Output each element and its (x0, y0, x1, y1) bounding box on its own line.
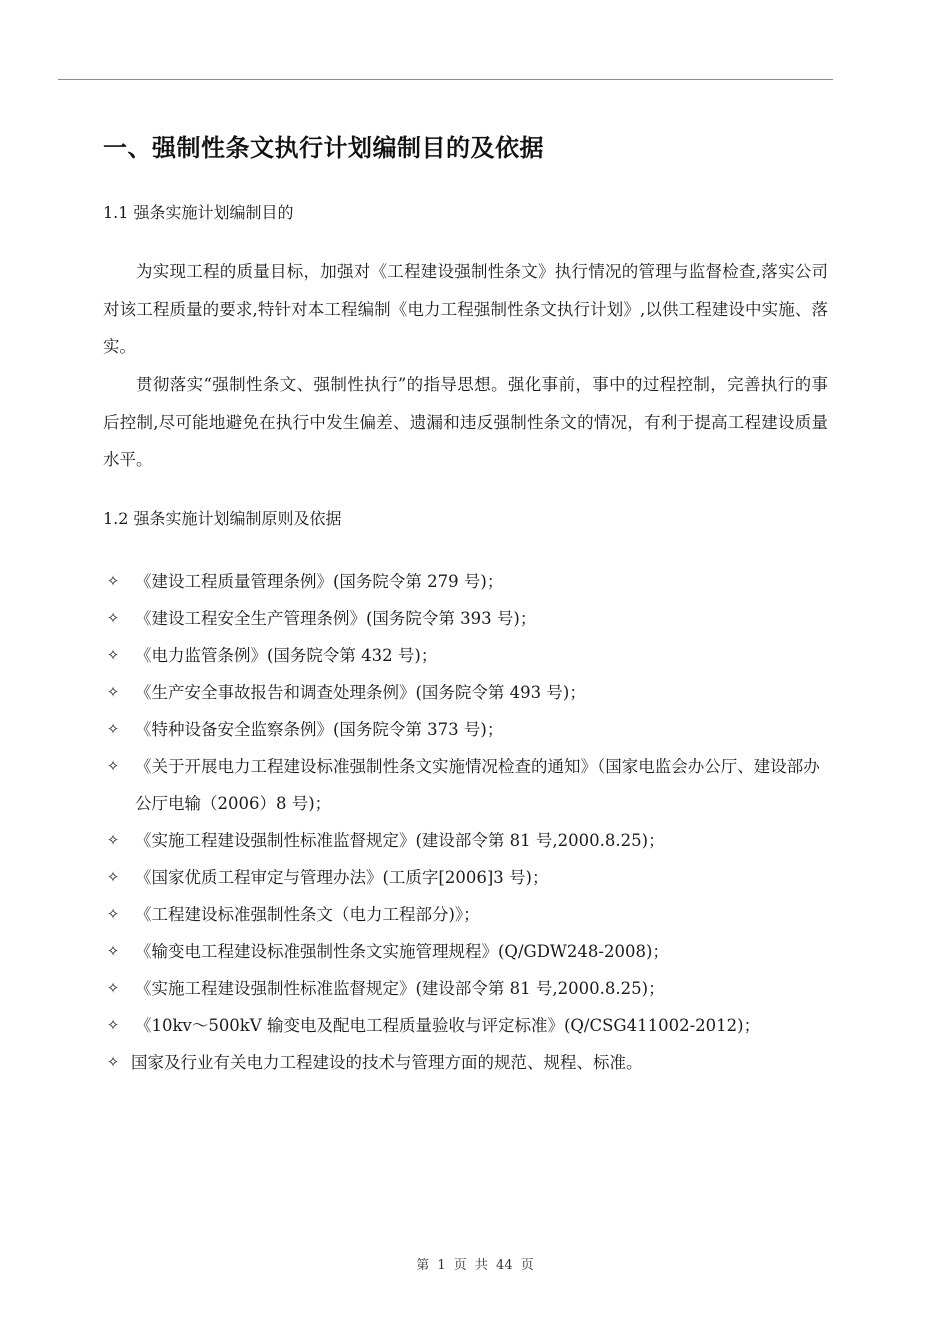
basis-list (103, 563, 833, 1081)
list-item (103, 859, 833, 896)
four-point-star-icon: ✧ (106, 1016, 120, 1034)
list-item-text: 《实施工程建设强制性标准监督规定》(建设部令第 81 号,2000.8.25)； (135, 831, 665, 850)
list-item (103, 896, 833, 933)
header-rule (58, 79, 833, 80)
four-point-star-icon: ✧ (106, 646, 120, 664)
four-point-star-icon: ✧ (106, 1053, 120, 1071)
list-item-text: 《10kv～500kV 输变电及配电工程质量验收与评定标准》(Q/CSG411002-2012)； (135, 1016, 761, 1035)
list-item-text: 《实施工程建设强制性标准监督规定》(建设部令第 81 号,2000.8.25)； (135, 979, 665, 998)
list-item (103, 1007, 833, 1044)
four-point-star-icon: ✧ (106, 609, 120, 627)
list-item-text: 《输变电工程建设标准强制性条文实施管理规程》(Q/GDW248-2008)； (135, 942, 669, 961)
list-item-text: 国家及行业有关电力工程建设的技术与管理方面的规范、规程、标准。 (131, 1053, 643, 1072)
four-point-star-icon: ✧ (106, 979, 120, 997)
page-number-footer: 第 1 页 共 44 页 (416, 1258, 534, 1273)
list-item-text: 《生产安全事故报告和调查处理条例》(国务院令第 493 号)； (135, 683, 586, 702)
four-point-star-icon: ✧ (106, 757, 120, 775)
four-point-star-icon: ✧ (106, 942, 120, 960)
four-point-star-icon: ✧ (106, 720, 120, 738)
list-item (103, 748, 833, 822)
four-point-star-icon: ✧ (106, 905, 120, 923)
list-item-text: 《关于开展电力工程建设标准强制性条文实施情况检查的通知》（国家电监会办公厅、建设部办公厅电输（2006）8 号)； (135, 757, 820, 813)
list-item-text: 《电力监管条例》(国务院令第 432 号)； (135, 646, 438, 665)
page-title: 一、强制性条文执行计划编制目的及依据 (103, 134, 544, 162)
list-item (103, 563, 833, 600)
four-point-star-icon: ✧ (106, 831, 120, 849)
four-point-star-icon: ✧ (106, 683, 120, 701)
list-item-text: 《建设工程质量管理条例》(国务院令第 279 号)； (135, 572, 504, 591)
list-item-text: 《建设工程安全生产管理条例》(国务院令第 393 号)； (135, 609, 537, 628)
list-item-text: 《特种设备安全监察条例》(国务院令第 373 号)； (135, 720, 504, 739)
list-item (103, 711, 833, 748)
list-item-text: 《国家优质工程审定与管理办法》(工质字[2006]3 号)； (135, 868, 549, 887)
paragraph-purpose-2: 贯彻落实“强制性条文、强制性执行”的指导思想。强化事前，事中的过程控制，完善执行的事后控制,尽可能地避免在执行中发生偏差、遗漏和违反强制性条文的情况，有利于提高工程建设质量水平。 (103, 375, 828, 469)
list-item (103, 822, 833, 859)
list-item (103, 600, 833, 637)
list-item (103, 674, 833, 711)
list-item (103, 933, 833, 970)
paragraph-purpose-1: 为实现工程的质量目标，加强对《工程建设强制性条文》执行情况的管理与监督检查,落实公司对该工程质量的要求,特针对本工程编制《电力工程强制性条文执行计划》,以供工程建设中实施、落实。 (103, 262, 828, 356)
list-item (103, 970, 833, 1007)
four-point-star-icon: ✧ (106, 868, 120, 886)
four-point-star-icon: ✧ (106, 572, 120, 590)
section-heading-1-2: 1.2 强条实施计划编制原则及依据 (103, 509, 342, 528)
section-heading-1-1: 1.1 强条实施计划编制目的 (103, 203, 294, 222)
list-item-text: 《工程建设标准强制性条文（电力工程部分)》； (135, 905, 480, 924)
list-item (103, 1044, 833, 1081)
list-item (103, 637, 833, 674)
